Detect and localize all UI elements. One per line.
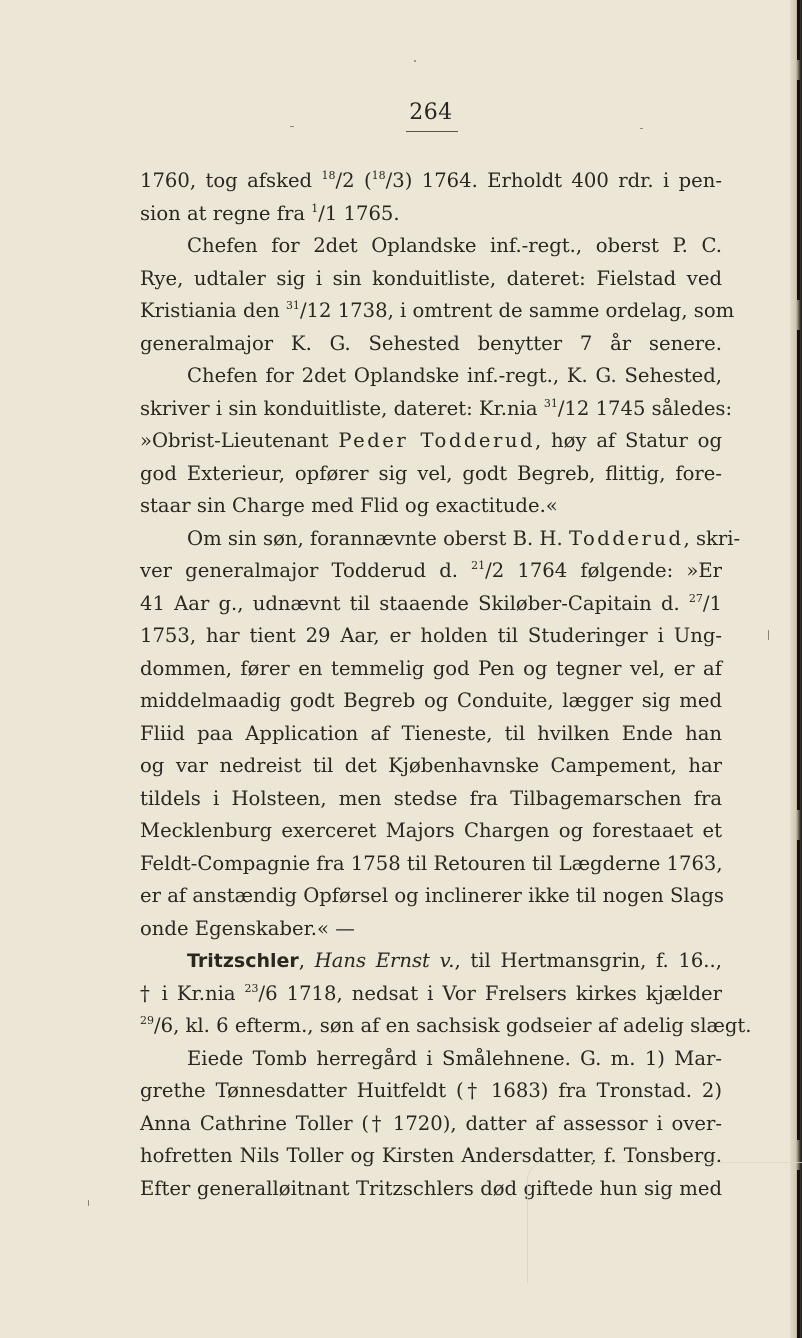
text-line: Efter generalløitnant Tritzschlers død giftede hun sig med bbox=[140, 1176, 722, 1200]
text-line: grethe Tønnesdatter Huitfeldt († 1683) fra Tronstad. 2) bbox=[140, 1079, 722, 1102]
text-line: 1760, tog afsked $^{18}$/2 ($^{18}$/3) 1764. Erholdt 400 rdr. i pen- bbox=[140, 169, 722, 192]
entry-given-name: Hans Ernst v. bbox=[314, 949, 455, 972]
text-line: $^{29}$/6, kl. 6 efterm., søn af en sachsisk godseier af adelig slægt. bbox=[140, 1014, 752, 1037]
text-line: skriver i sin konduitliste, dateret: Kr.nia $^{31}$/12 1745 således: bbox=[140, 396, 733, 420]
paper-stain bbox=[527, 1162, 802, 1283]
text-line: Anna Cathrine Toller († 1720), datter af assessor i over- bbox=[140, 1111, 722, 1135]
paper-speck bbox=[88, 1200, 89, 1206]
text-line: Kristiania den $^{31}$/12 1738, i omtrent de samme ordelag, som bbox=[140, 299, 735, 322]
paper-speck bbox=[768, 630, 769, 640]
edge-mark bbox=[797, 330, 800, 810]
text-line: tildels i Holsteen, men stedse fra Tilbagemarschen fra bbox=[140, 786, 722, 810]
entry-surname: Tritzschler bbox=[187, 950, 299, 972]
text-line: dommen, fører en temmelig god Pen og tegner vel, er af bbox=[140, 656, 722, 680]
text-line: generalmajor K. G. Sehested benytter 7 år senere. bbox=[140, 331, 722, 355]
paper-speck bbox=[414, 60, 416, 62]
text-line: Chefen for 2det Oplandske inf.-regt., oberst P. C. bbox=[187, 234, 722, 257]
page-number-rule bbox=[406, 131, 458, 132]
text-line: 41 Aar g., udnævnt til staaende Skiløber-Capitain d. $^{27}$/1 bbox=[140, 591, 722, 615]
text-line: god Exterieur, opfører sig vel, godt Begreb, flittig, fore- bbox=[140, 461, 722, 485]
text-line: middelmaadig godt Begreb og Conduite, lægger sig med bbox=[140, 689, 722, 712]
text-line: sion at regne fra $^1$/1 1765. bbox=[140, 201, 400, 225]
entry-heading-line: Tritzschler, Hans Ernst v., til Hertmansgrin, f. 16.., bbox=[187, 949, 722, 972]
text-line: Rye, udtaler sig i sin konduitliste, dateret: Fielstad ved bbox=[140, 266, 722, 290]
text-line: Chefen for 2det Oplandske inf.-regt., K. G. Sehested, bbox=[187, 364, 722, 387]
text-line: Mecklenburg exerceret Majors Chargen og forestaaet et bbox=[140, 819, 722, 842]
text-line: Eiede Tomb herregård i Smålehnene. G. m. 1) Mar- bbox=[187, 1046, 722, 1070]
text-line: † i Kr.nia $^{23}$/6 1718, nedsat i Vor Frelsers kirkes kjælder bbox=[140, 981, 723, 1005]
paper-speck bbox=[640, 128, 643, 129]
text-line: 1753, har tient 29 Aar, er holden til Studeringer i Ung- bbox=[140, 624, 722, 647]
text-line: ver generalmajor Todderud d. $^{21}$/2 1764 følgende: »Er bbox=[140, 559, 722, 582]
page-number: 264 bbox=[409, 100, 453, 125]
text-line: Om sin søn, forannævnte oberst B. H. Todderud, skri- bbox=[187, 526, 741, 550]
edge-mark bbox=[797, 840, 800, 1140]
text-line: er af anstændig Opførsel og inclinerer ikke til nogen Slags bbox=[140, 884, 724, 907]
page-edge-shadow bbox=[790, 0, 802, 1338]
text-line: staar sin Charge med Flid og exactitude.« bbox=[140, 494, 558, 517]
text-line: Fliid paa Application af Tieneste, til hvilken Ende han bbox=[140, 721, 722, 745]
text-line: Feldt-Compagnie fra 1758 til Retouren til Lægderne 1763, bbox=[140, 851, 723, 875]
text-line: hofretten Nils Toller og Kirsten Andersdatter, f. Tonsberg. bbox=[140, 1144, 722, 1167]
text-line: og var nedreist til det Kjøbenhavnske Campement, har bbox=[140, 754, 722, 777]
edge-mark bbox=[797, 0, 800, 60]
body-text bbox=[140, 165, 752, 1205]
text-line: onde Egenskaber.« — bbox=[140, 916, 355, 940]
text-line: »Obrist-Lieutenant Peder Todderud, høy af Statur og bbox=[140, 429, 722, 452]
paper-speck bbox=[290, 126, 294, 127]
